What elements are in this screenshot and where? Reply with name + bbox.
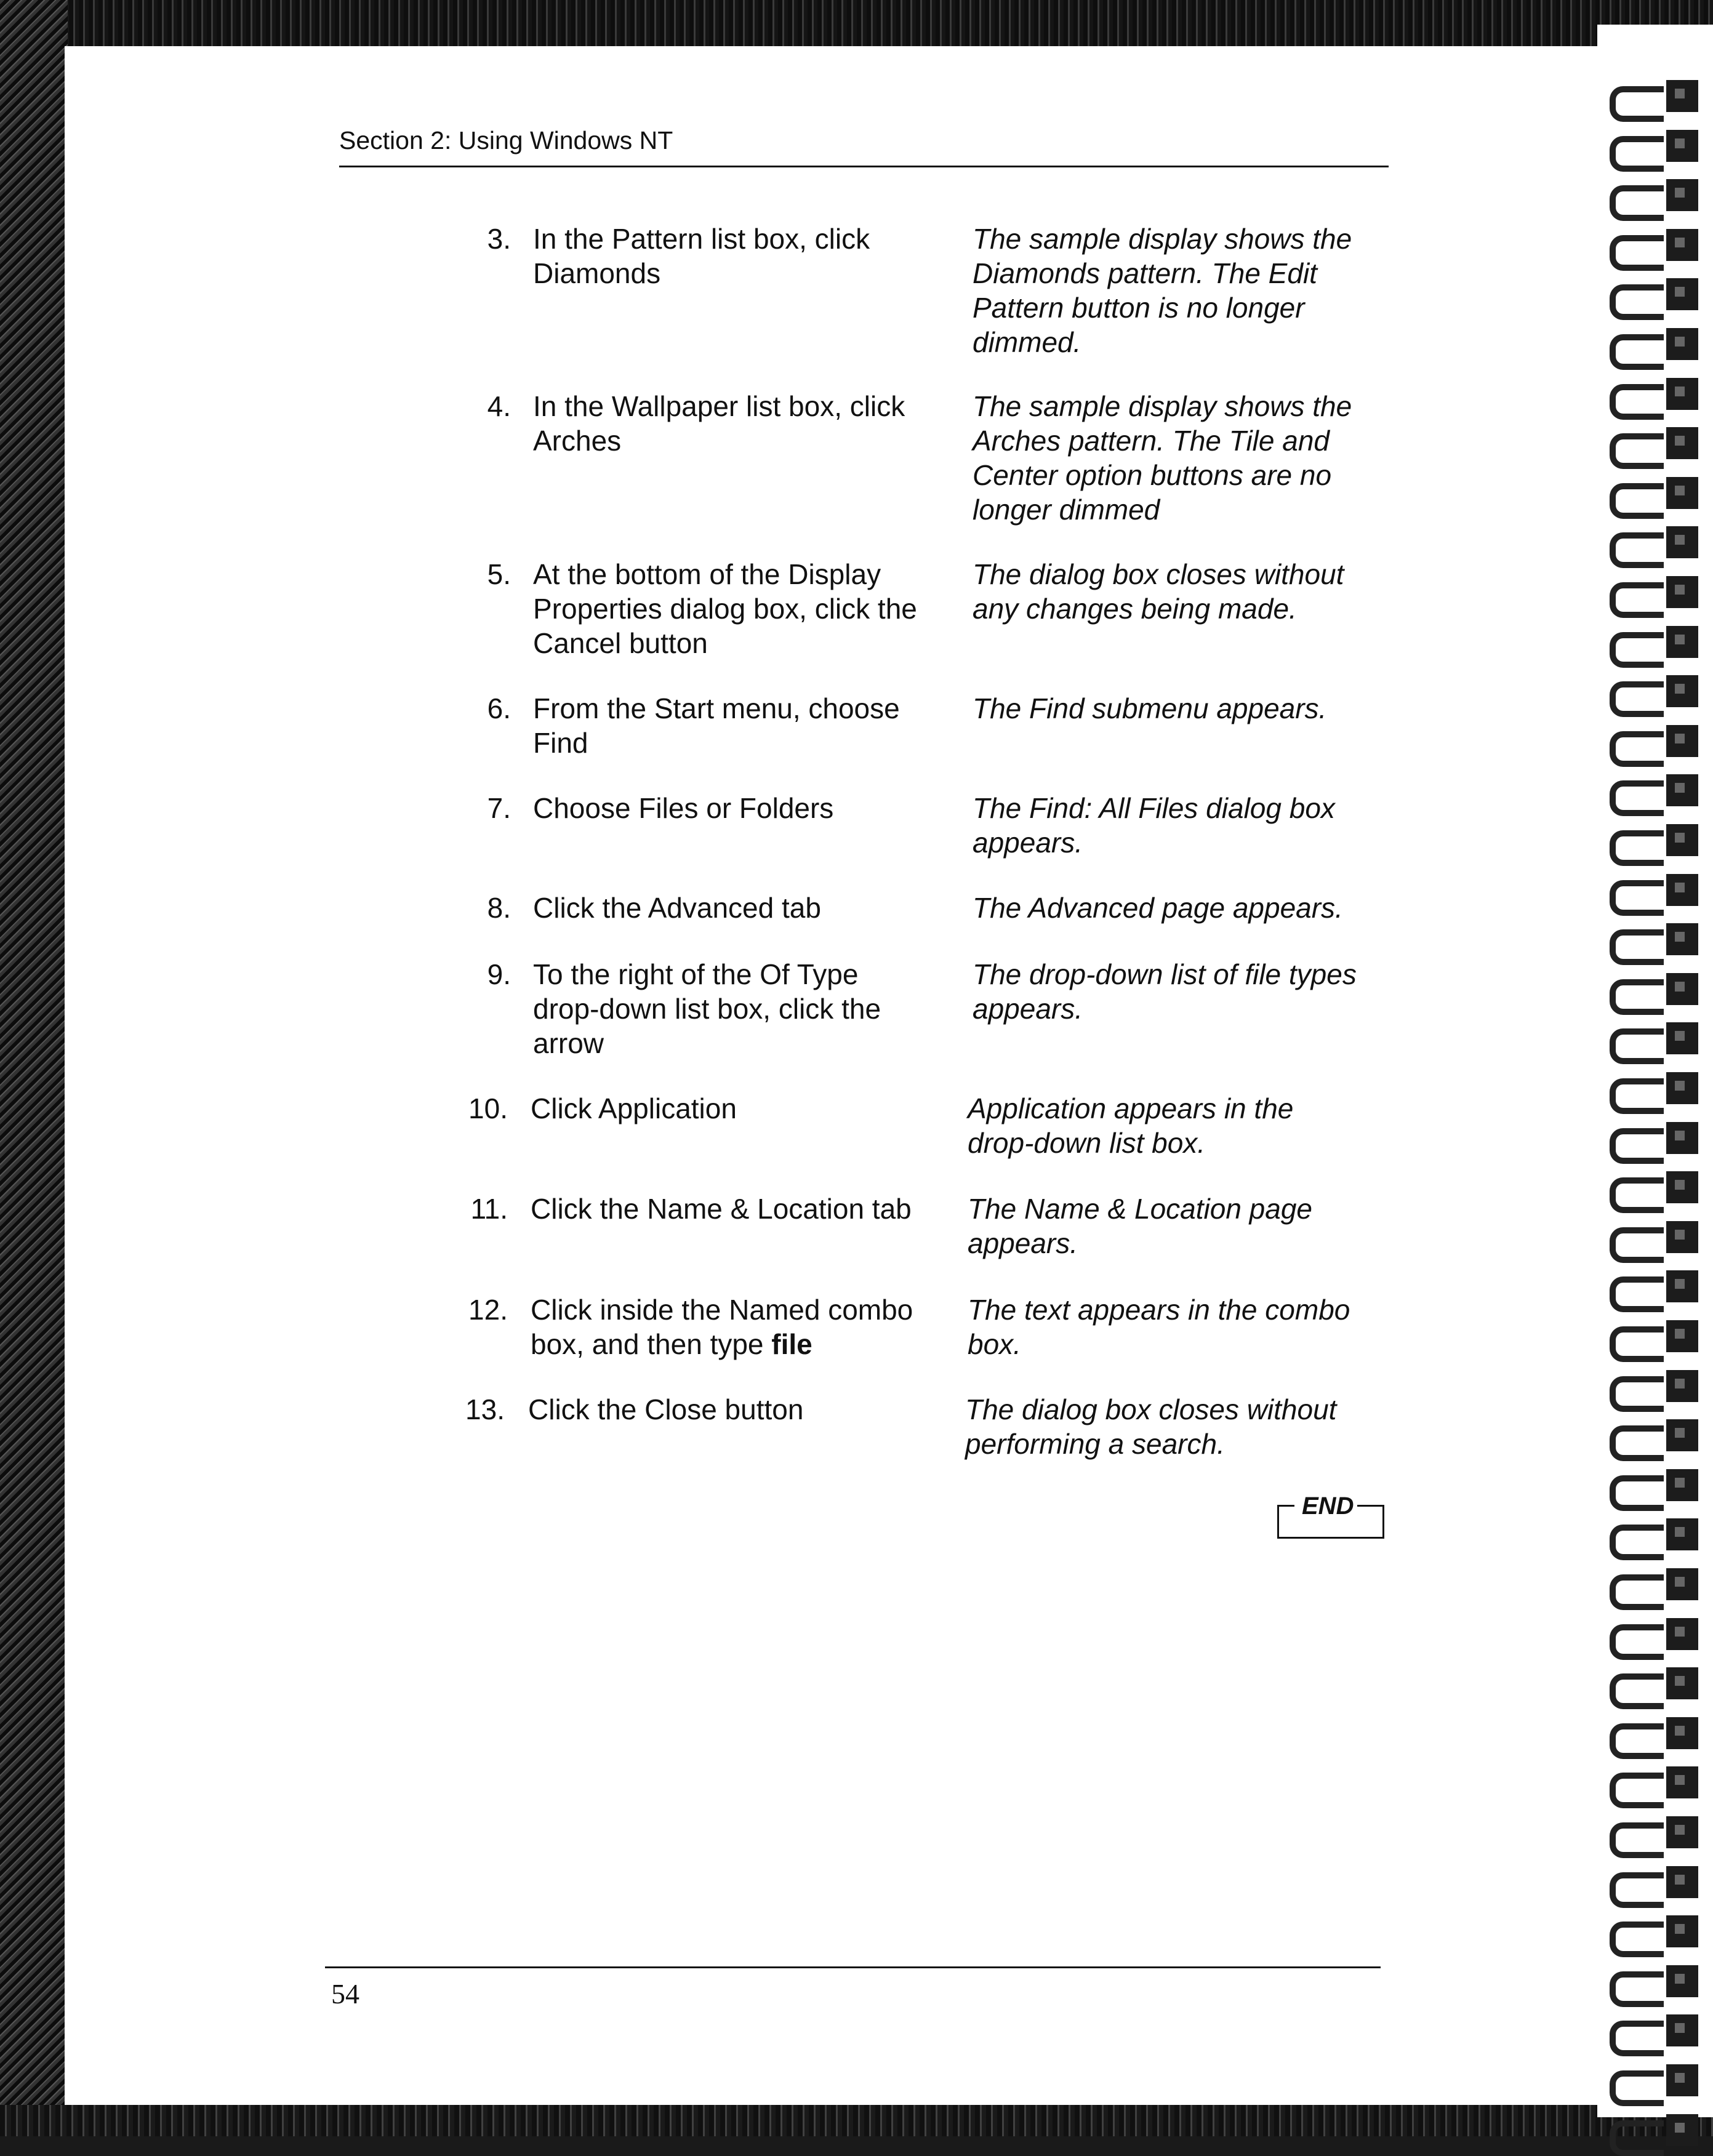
scan-bottom-edge [0, 2105, 1713, 2136]
binding-ring [1610, 433, 1664, 469]
step-result: The drop-down list of file types appears. [973, 958, 1357, 1025]
step-number: 12. [468, 1294, 508, 1326]
binding-hole [1666, 278, 1698, 310]
binding-hole [1666, 179, 1698, 211]
step-action: In the Wallpaper list box, click Arches [533, 390, 905, 457]
binding-ring [1610, 1128, 1664, 1164]
binding-ring [1610, 86, 1664, 122]
step-action: To the right of the Of Type drop-down list box, click the arrow [533, 958, 881, 1059]
step-action: Click the Name & Location tab [531, 1193, 912, 1225]
binding-hole [1666, 1965, 1698, 1997]
binding-ring [1610, 532, 1664, 568]
step-result: The Find submenu appears. [973, 692, 1327, 724]
binding-ring [1610, 1376, 1664, 1412]
binding-ring [1610, 880, 1664, 916]
binding-ring [1610, 2070, 1664, 2106]
binding-hole [1666, 526, 1698, 558]
binding-hole [1666, 923, 1698, 955]
binding-hole [1666, 1122, 1698, 1154]
binding-ring [1610, 1326, 1664, 1362]
binding-hole [1666, 1568, 1698, 1600]
binding-hole [1666, 1717, 1698, 1749]
spiral-binding [1597, 25, 1713, 2117]
binding-ring [1610, 1525, 1664, 1560]
binding-ring [1610, 235, 1664, 271]
binding-hole [1666, 1518, 1698, 1550]
binding-ring [1610, 483, 1664, 519]
binding-ring [1610, 731, 1664, 767]
end-marker-edge [1357, 1505, 1382, 1507]
binding-hole [1666, 1618, 1698, 1650]
header-rule [339, 166, 1389, 167]
binding-hole [1666, 80, 1698, 112]
binding-ring [1610, 1028, 1664, 1064]
binding-hole [1666, 427, 1698, 459]
step-action [531, 1292, 937, 1361]
step-number: 3. [487, 223, 511, 255]
binding-hole [1666, 774, 1698, 806]
binding-hole [1666, 229, 1698, 261]
binding-hole [1666, 2014, 1698, 2046]
binding-ring [1610, 1078, 1664, 1114]
binding-hole [1666, 1469, 1698, 1501]
step-result: Application appears in the drop-down list box. [968, 1092, 1294, 1159]
binding-ring [1610, 284, 1664, 320]
step-result: The sample display shows the Arches pattern. The Tile and Center option buttons are no longer dimmed [973, 390, 1352, 526]
binding-ring [1610, 681, 1664, 717]
step-result: The dialog box closes without performing a search. [965, 1393, 1337, 1460]
binding-ring [1610, 1723, 1664, 1759]
binding-ring [1610, 780, 1664, 816]
step-action: At the bottom of the Display Properties dialog box, click the Cancel button [533, 558, 917, 659]
binding-hole [1666, 1419, 1698, 1451]
step-action: In the Pattern list box, click Diamonds [533, 223, 870, 289]
binding-hole [1666, 328, 1698, 360]
binding-hole [1666, 1370, 1698, 1402]
binding-hole [1666, 1072, 1698, 1104]
binding-ring [1610, 1475, 1664, 1511]
step-number: 6. [487, 692, 511, 724]
binding-hole [1666, 2114, 1698, 2146]
binding-ring [1610, 582, 1664, 618]
binding-ring [1610, 1227, 1664, 1263]
step-number: 10. [468, 1092, 508, 1124]
binding-hole [1666, 1171, 1698, 1203]
step-number: 11. [470, 1193, 508, 1225]
step-action-typed-text: file [771, 1328, 812, 1360]
binding-ring [1610, 632, 1664, 668]
binding-ring [1610, 1276, 1664, 1312]
step-result: The dialog box closes without any changes being made. [973, 558, 1344, 625]
step-number: 5. [487, 558, 511, 590]
binding-ring [1610, 1872, 1664, 1908]
binding-ring [1610, 334, 1664, 370]
binding-ring [1610, 929, 1664, 965]
binding-ring [1610, 2021, 1664, 2056]
end-label: END [1302, 1493, 1354, 1520]
binding-ring [1610, 1971, 1664, 2007]
end-marker [1277, 1493, 1383, 1542]
step-result: The Name & Location page appears. [968, 1193, 1313, 1259]
step-result: The Find: All Files dialog box appears. [973, 792, 1335, 859]
step-number: 7. [487, 792, 511, 824]
step-action: From the Start menu, choose Find [533, 692, 900, 759]
step-number: 13. [465, 1393, 505, 1425]
binding-ring [1610, 1574, 1664, 1610]
binding-hole [1666, 824, 1698, 856]
binding-ring [1610, 136, 1664, 172]
step-number: 8. [487, 892, 511, 924]
binding-hole [1666, 1270, 1698, 1302]
binding-ring [1610, 1822, 1664, 1858]
page-number: 54 [331, 1978, 359, 2010]
binding-hole [1666, 973, 1698, 1005]
scan-left-edge [0, 0, 68, 2136]
binding-hole [1666, 1221, 1698, 1253]
step-result: The sample display shows the Diamonds pattern. The Edit Pattern button is no longer dimmed. [973, 223, 1352, 358]
binding-hole [1666, 1320, 1698, 1352]
binding-hole [1666, 1766, 1698, 1798]
binding-hole [1666, 874, 1698, 906]
binding-ring [1610, 1425, 1664, 1461]
binding-hole [1666, 675, 1698, 707]
binding-ring [1610, 830, 1664, 866]
binding-ring [1610, 1177, 1664, 1213]
binding-hole [1666, 1667, 1698, 1699]
binding-ring [1610, 1922, 1664, 1957]
scan-top-edge [0, 0, 1713, 49]
binding-hole [1666, 477, 1698, 509]
binding-hole [1666, 626, 1698, 658]
binding-ring [1610, 1624, 1664, 1660]
binding-hole [1666, 1022, 1698, 1054]
binding-ring [1610, 2120, 1664, 2156]
step-action: Click the Advanced tab [533, 892, 821, 924]
step-result: The Advanced page appears. [973, 892, 1343, 924]
footer-rule [325, 1966, 1381, 1968]
step-action: Click Application [531, 1092, 737, 1124]
step-action: Click the Close button [528, 1393, 804, 1425]
step-action: Choose Files or Folders [533, 792, 834, 824]
binding-hole [1666, 1915, 1698, 1947]
binding-ring [1610, 185, 1664, 221]
step-result: The text appears in the combo box. [968, 1294, 1350, 1360]
binding-hole [1666, 130, 1698, 162]
binding-hole [1666, 378, 1698, 410]
binding-hole [1666, 576, 1698, 608]
end-marker-edge [1277, 1505, 1294, 1507]
step-action-text: Click inside the Named combo box, and then type [531, 1294, 913, 1360]
step-number: 4. [487, 390, 511, 422]
section-header: Section 2: Using Windows NT [339, 126, 673, 154]
binding-ring [1610, 1773, 1664, 1808]
binding-hole [1666, 1816, 1698, 1848]
binding-hole [1666, 725, 1698, 757]
binding-ring [1610, 979, 1664, 1015]
binding-hole [1666, 2064, 1698, 2096]
binding-ring [1610, 1673, 1664, 1709]
step-number: 9. [487, 958, 511, 990]
binding-hole [1666, 1866, 1698, 1898]
binding-ring [1610, 384, 1664, 420]
